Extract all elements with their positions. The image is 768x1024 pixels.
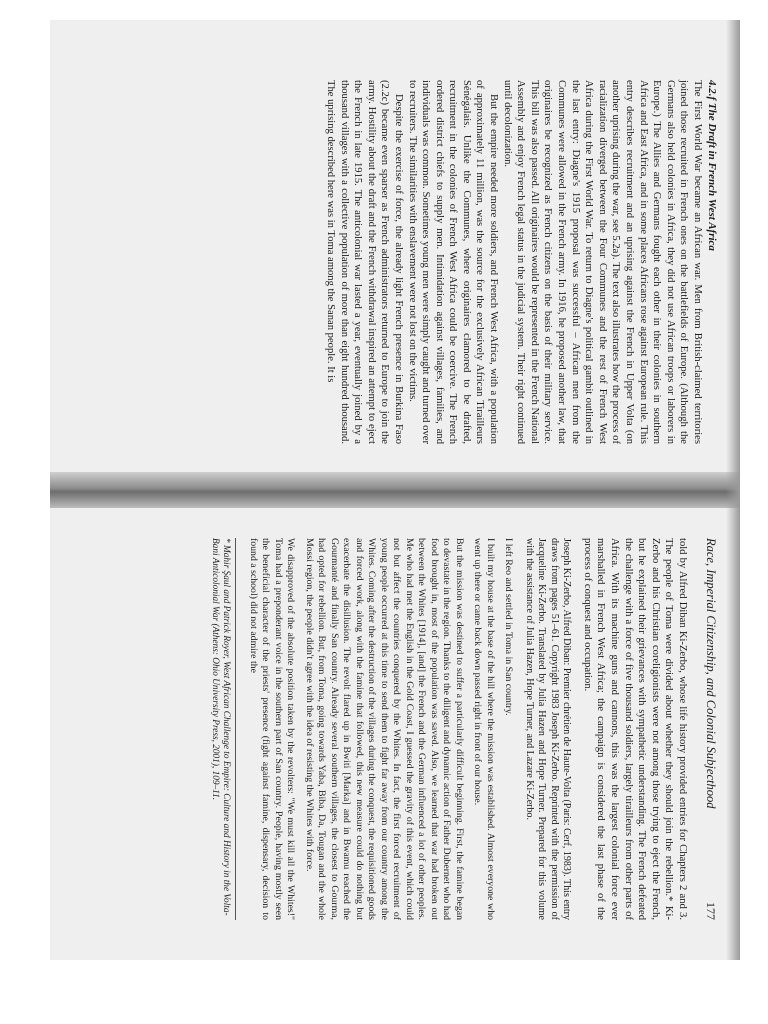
running-head	[703, 538, 718, 920]
extract	[246, 538, 514, 920]
section-title: 4.2.f The Draft in French West Africa	[706, 80, 718, 251]
footnote: * Mahir Şaul and Patrick Royer, West African Challenge to Empire: Culture and History in the Volta-Bani Anticolonial War (Athens: Ohio University Press, 2001), 109–11.	[208, 538, 236, 920]
right-paragraph-1: told by Alfred Diban Ki-Zerbo, whose life history provided entries for Chapters 2 and 3. The people of Toma were divided about whether they should join the rebellion.* Ki-Zerbo and his Christian coreligionists were not among those trying to eject the French, but he explained their grievances with sympathetic understanding. The French defeated the challenge with a force of five thousand soldiers, largely tirailleurs from other parts of Africa. With its machine guns and cannons, this was the largest colonial force ever marshalled in French West Africa; the campaign is considered the last phase of the process of conquest and occupation.	[581, 538, 688, 920]
extract-paragraph-1: I left Reo and settled in Toma in San country.	[503, 538, 515, 716]
left-paragraph-1: The First World War became an African war. Men from British-claimed territories joined those recruited in French ones on the battlefields of Europe. (Although the Germans also held colonies in Africa, they did not use African troops or laborers in Europe.) The Allies and Germans fought each other in their colonies in southern Africa and East Africa, and in some places Africans rose against European rule. This entry describes recruitment and an uprising against the French in Upper Volta (on another uprising during the war, see 5.2a). The text also illustrates how the process of racialization diverged between the Four Communes and the rest of French West Africa during the First World War. To return to Diagne's political gambit outlined in the last entry: Diagne's 1915 proposal was successful – African men from the Communes were allowed in the French army. In 1916, he proposed another law, that originaires be recognized as French citizens on the basis of their military service. This bill was also passed. All originaires would be represented in the French National Assembly and enjoy French legal status in the judicial system. Their right continued until decolonization.	[501, 80, 703, 444]
left-paragraph-3: Despite the exercise of force, the already light French presence in Burkina Faso (2.2c) became even sparser as French administrators returned to Europe to join the army. Hostility about the draft and the French withdrawal inspired an attempt to eject the French in late 1915. The anticolonial war lasted a year, eventually joined by a thousand villages with a collective population of more than eight hundred thousand. The uprising described here was in Toma among the Sanan people. It is	[324, 80, 404, 444]
left-page	[50, 20, 740, 472]
extract-paragraph-2: I built my house at the base of the hill where the mission was established. Almost everyone who went up there or came back down passed right in front of our house.	[472, 538, 496, 920]
extract-paragraph-4: We disapproved of the absolute position taken by the revolters: "We must kill all the Whites!" Toma had a preponderant voice in the southern part of San country. People, having mostly seen the beneficial character of the priests' presence (fight against famine, dispensary, decision to found a school) did not admire the	[247, 538, 297, 920]
running-head-title: Race, Imperial Citizenship, and Colonial Subjecthood	[704, 538, 718, 809]
source-note: Joseph Ki-Zerbo, Alfred Diban: Premier chrétien de Haute-Volta (Paris: Cerf, 1983). This entry draws from pages 51–61. Copyright 1983 Joseph Ki-Zerbo. Reprinted with the permission of Jacqueline Ki-Zerbo. Translated by Julia Hazen and Hope Turner. Prepared for this volume with the assistance of Julia Hazen, Hope Turner, and Lazare Ki-Zerbo.	[523, 538, 573, 920]
book-gutter	[50, 472, 740, 508]
page-number: 177	[704, 902, 718, 920]
extract-paragraph-3: But the mission was destined to suffer a particularly difficult beginning. First, the famine began to devastate in the region. Thanks to the diligent and dynamic action of Father Dubernet who had food brought in, most of the population was saved. Also, we learned that war had broken out between the Whites [1914], [and] the French and the German influenced a lot of other peoples. Me who had met the English in the Gold Coast, I guessed the gravity of this event, which could not but affect the countries conquered by the Whites. In fact, the first forced recruitment of young people occurred at this time to send them to fight far away from our country among the Whites. Coming after the destruction of the villages during the conquest, the requisitioned goods and forced work, along with the famine that followed, this new measure could do nothing but exacerbate the disillusion. The revolt flared up in Bwiti [Marka] and in Bwamu reached the Gourmanté and finally San country. Already several southern villages, the closest to Gourma, had opted for rebellion. But, from Toma, going towards Yaba, Biba, Da, Tougan and the whole Mossi region, the people didn't agree with the idea of resisting the Whites with force.	[303, 538, 465, 920]
book-spread	[50, 20, 740, 960]
scan-edge-shadow	[726, 20, 740, 960]
right-page	[50, 508, 740, 960]
left-paragraph-2: But the empire needed more soldiers, and French West Africa, with a population of approximately 11 million, was the source for the exclusively African Tirailleurs Sénégalais. Unlike the Communes, where originaires clamored to be drafted, recruitment in the colonies of French West Africa could be coercive. The French ordered district chiefs to supply men. Intimidation against villages, families, and individuals was common. Sometimes young men were simply caught and turned over to recruiters. The similarities with enslavement were not lost on the victims.	[406, 80, 500, 444]
